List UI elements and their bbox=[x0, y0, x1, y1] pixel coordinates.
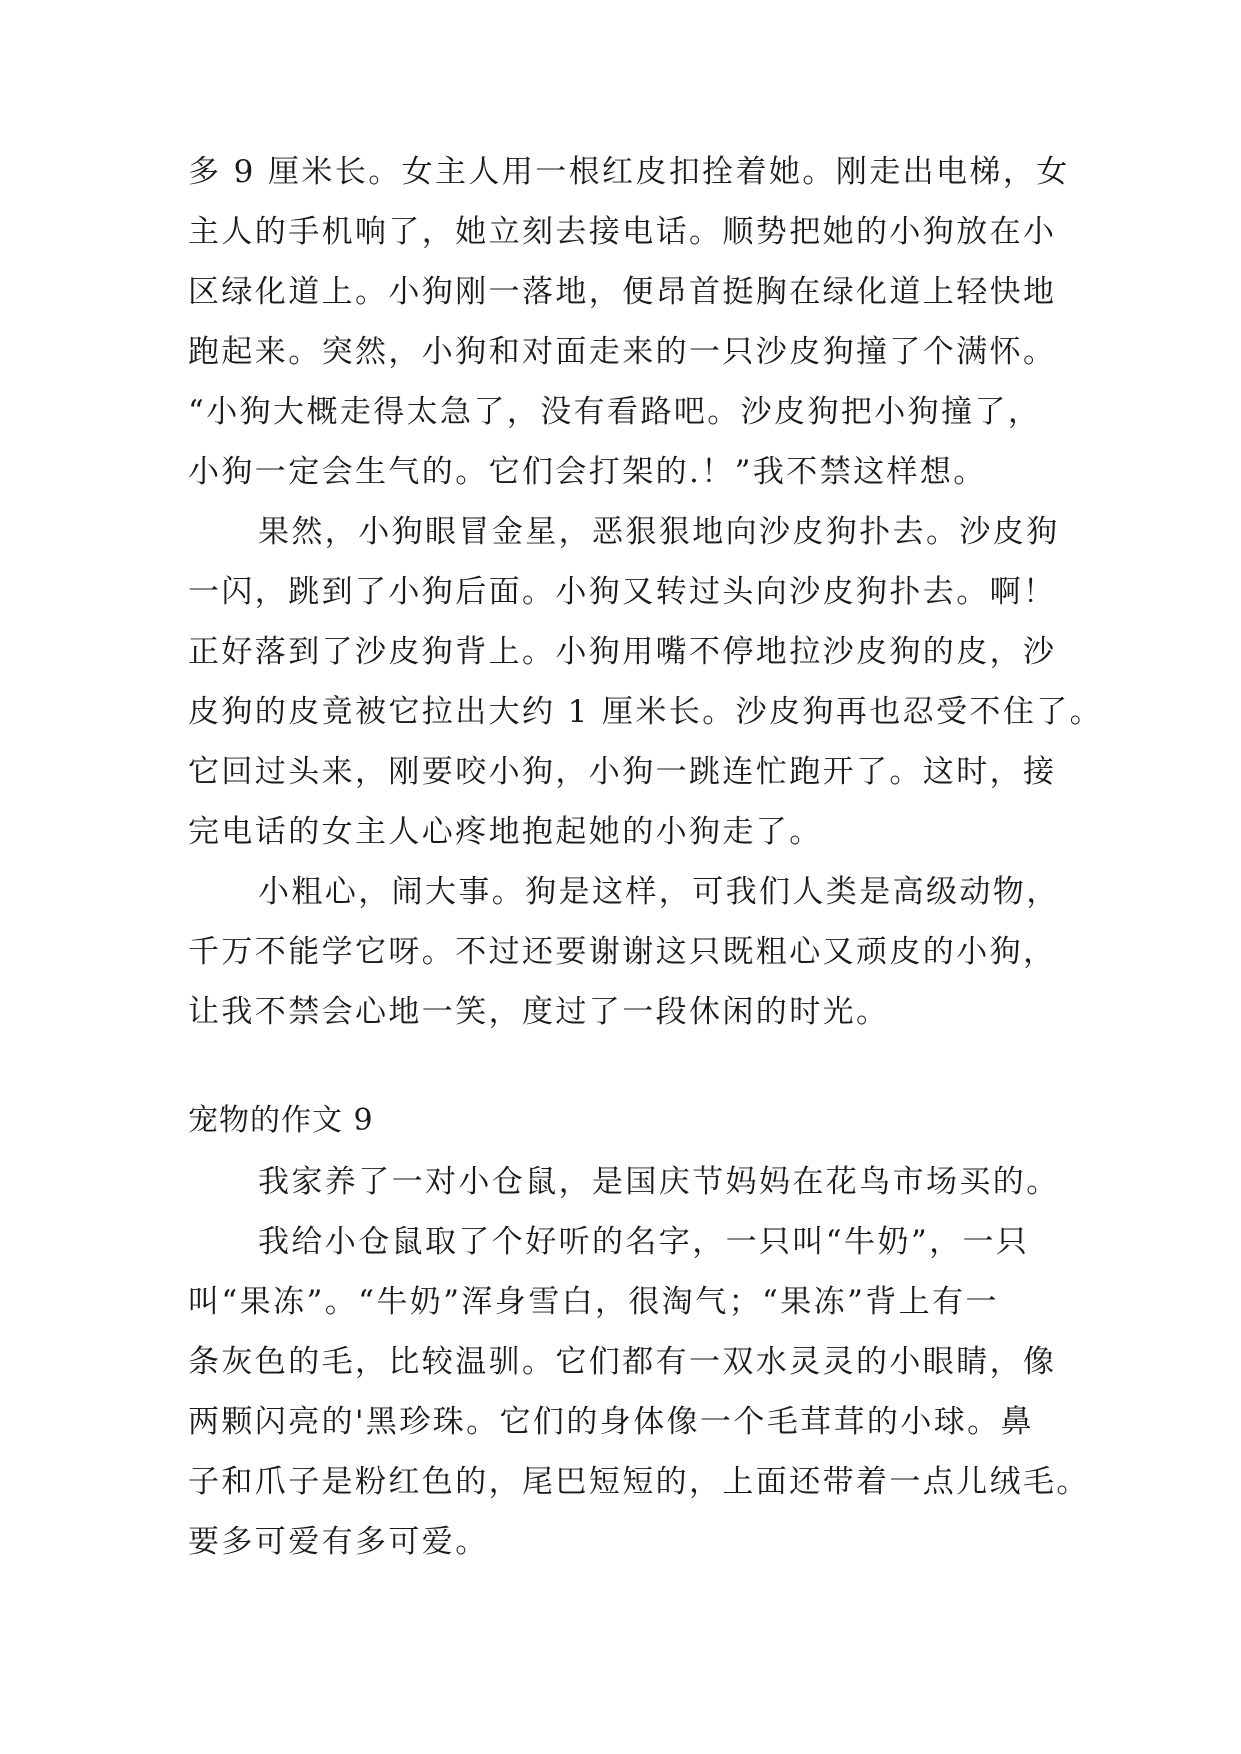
paragraph-2-line-2: 一闪，跳到了小狗后面。小狗又转过头向沙皮狗扑去。啊！ bbox=[188, 574, 1057, 610]
paragraph-1-line-1: 多 9 厘米长。女主人用一根红皮扣拴着她。刚走出电梯，女 bbox=[188, 154, 1070, 190]
paragraph-4-line-1: 我家养了一对小仓鼠，是国庆节妈妈在花鸟市场买的。 bbox=[258, 1164, 1060, 1200]
paragraph-1-line-3: 区绿化道上。小狗刚一落地，便昂首挺胸在绿化道上轻快地 bbox=[188, 274, 1057, 310]
paragraph-2-line-4: 皮狗的皮竟被它拉出大约 1 厘米长。沙皮狗再也忍受不住了。 bbox=[188, 694, 1104, 730]
paragraph-2-line-3: 正好落到了沙皮狗背上。小狗用嘴不停地拉沙皮狗的皮，沙 bbox=[188, 634, 1057, 670]
paragraph-2-line-1: 果然，小狗眼冒金星，恶狠狠地向沙皮狗扑去。沙皮狗 bbox=[258, 514, 1060, 550]
paragraph-2-line-6: 完电话的女主人心疼地抱起她的小狗走了。 bbox=[188, 814, 823, 850]
section-title: 宠物的作文 9 bbox=[188, 1103, 374, 1138]
paragraph-5-line-3: 条灰色的毛，比较温驯。它们都有一双水灵灵的小眼睛，像 bbox=[188, 1344, 1057, 1380]
paragraph-3-line-1: 小粗心，闹大事。狗是这样，可我们人类是高级动物， bbox=[258, 874, 1060, 910]
paragraph-5-line-2: 叫“果冻”。“牛奶”浑身雪白，很淘气；“果冻”背上有一 bbox=[188, 1284, 999, 1320]
paragraph-5-line-5: 子和爪子是粉红色的，尾巴短短的，上面还带着一点儿绒毛。 bbox=[188, 1464, 1090, 1500]
paragraph-1-line-5: “小狗大概走得太急了，没有看路吧。沙皮狗把小狗撞了， bbox=[188, 394, 1042, 430]
paragraph-1-line-2: 主人的手机响了，她立刻去接电话。顺势把她的小狗放在小 bbox=[188, 214, 1057, 250]
paragraph-5-line-1: 我给小仓鼠取了个好听的名字，一只叫“牛奶”，一只 bbox=[258, 1224, 1030, 1260]
paragraph-5-line-4: 两颗闪亮的'黑珍珠。它们的身体像一个毛茸茸的小球。鼻 bbox=[188, 1404, 1034, 1440]
paragraph-5-line-6: 要多可爱有多可爱。 bbox=[188, 1524, 489, 1560]
paragraph-2-line-5: 它回过头来，刚要咬小狗，小狗一跳连忙跑开了。这时，接 bbox=[188, 754, 1057, 790]
paragraph-3-line-2: 千万不能学它呀。不过还要谢谢这只既粗心又顽皮的小狗， bbox=[188, 934, 1057, 970]
paragraph-3-line-3: 让我不禁会心地一笑，度过了一段休闲的时光。 bbox=[188, 994, 890, 1030]
paragraph-1-line-6: 小狗一定会生气的。它们会打架的.！”我不禁这样想。 bbox=[188, 454, 987, 490]
paragraph-1-line-4: 跑起来。突然，小狗和对面走来的一只沙皮狗撞了个满怀。 bbox=[188, 334, 1057, 370]
